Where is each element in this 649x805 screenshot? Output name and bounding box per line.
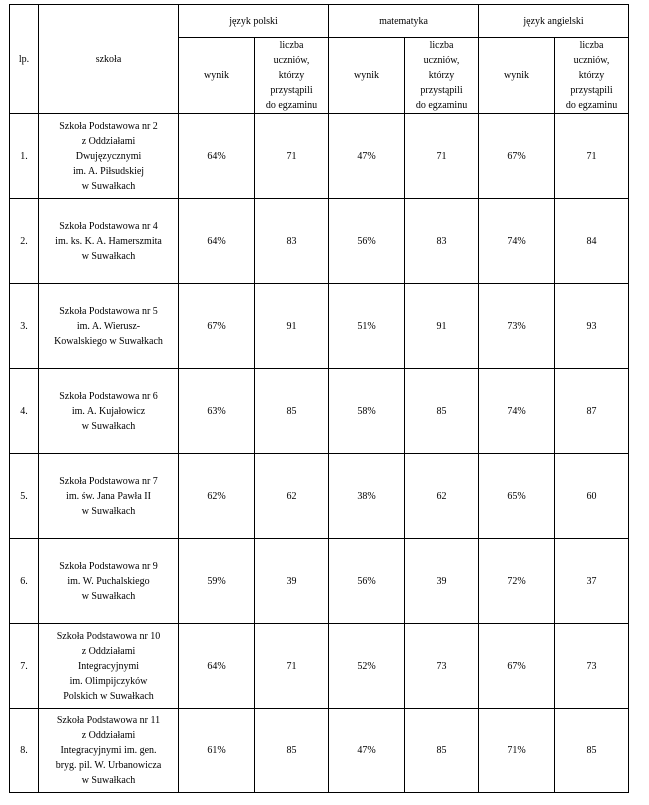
cell-lp: 7. [10,624,39,709]
header-polish: język polski [179,5,329,38]
cell-polish-count: 39 [255,539,329,624]
cell-english-count: 84 [555,199,629,284]
cell-school: Szkoła Podstawowa nr 6 im. A. Kujałowicz w Suwałkach [39,369,179,454]
cell-english-result: 73% [479,284,555,369]
cell-lp: 4. [10,369,39,454]
cell-english-result: 72% [479,539,555,624]
cell-english-result: 65% [479,454,555,539]
table-row [10,114,629,199]
cell-school: Szkoła Podstawowa nr 9 im. W. Puchalskiego w Suwałkach [39,539,179,624]
cell-polish-result: 59% [179,539,255,624]
cell-english-result: 74% [479,199,555,284]
table-row [10,624,629,709]
cell-english-count: 60 [555,454,629,539]
cell-math-result: 58% [329,369,405,454]
table-body [10,114,629,793]
cell-polish-count: 85 [255,369,329,454]
table-row [10,454,629,539]
header-english-result: wynik [479,38,555,114]
table-row [10,539,629,624]
cell-english-result: 71% [479,709,555,793]
cell-english-count: 93 [555,284,629,369]
cell-school: Szkoła Podstawowa nr 7 im. św. Jana Pawła II w Suwałkach [39,454,179,539]
cell-english-count: 71 [555,114,629,199]
cell-lp: 5. [10,454,39,539]
table-row [10,369,629,454]
cell-math-count: 91 [405,284,479,369]
cell-polish-count: 62 [255,454,329,539]
cell-polish-result: 64% [179,624,255,709]
table-header [10,5,629,114]
header-polish-count: liczba uczniów, którzy przystąpili do egzaminu [255,38,329,114]
header-english: język angielski [479,5,629,38]
cell-english-result: 67% [479,624,555,709]
cell-math-result: 56% [329,199,405,284]
header-math-count: liczba uczniów, którzy przystąpili do egzaminu [405,38,479,114]
cell-math-result: 38% [329,454,405,539]
cell-math-result: 47% [329,114,405,199]
cell-lp: 6. [10,539,39,624]
cell-polish-result: 62% [179,454,255,539]
cell-english-count: 85 [555,709,629,793]
cell-polish-result: 64% [179,114,255,199]
table-row [10,709,629,793]
cell-school: Szkoła Podstawowa nr 5 im. A. Wierusz- Kowalskiego w Suwałkach [39,284,179,369]
results-table [9,4,629,793]
cell-math-result: 47% [329,709,405,793]
header-math: matematyka [329,5,479,38]
cell-polish-count: 71 [255,624,329,709]
cell-math-count: 73 [405,624,479,709]
cell-math-count: 39 [405,539,479,624]
cell-math-count: 71 [405,114,479,199]
cell-lp: 2. [10,199,39,284]
cell-school: Szkoła Podstawowa nr 4 im. ks. K. A. Hamerszmita w Suwałkach [39,199,179,284]
cell-polish-result: 67% [179,284,255,369]
header-polish-result: wynik [179,38,255,114]
header-lp: lp. [10,5,39,114]
cell-school: Szkoła Podstawowa nr 2 z Oddziałami Dwujęzycznymi im. A. Piłsudskiej w Suwałkach [39,114,179,199]
cell-polish-count: 91 [255,284,329,369]
cell-school: Szkoła Podstawowa nr 11 z Oddziałami Integracyjnymi im. gen. bryg. pil. W. Urbanowicza w Suwałkach [39,709,179,793]
cell-math-result: 52% [329,624,405,709]
cell-math-count: 62 [405,454,479,539]
table-row [10,199,629,284]
cell-math-result: 56% [329,539,405,624]
cell-math-count: 85 [405,369,479,454]
cell-math-count: 83 [405,199,479,284]
cell-math-result: 51% [329,284,405,369]
cell-lp: 3. [10,284,39,369]
table-row [10,284,629,369]
cell-polish-result: 64% [179,199,255,284]
cell-english-count: 87 [555,369,629,454]
header-school: szkoła [39,5,179,114]
cell-lp: 8. [10,709,39,793]
cell-polish-count: 85 [255,709,329,793]
cell-lp: 1. [10,114,39,199]
cell-school: Szkoła Podstawowa nr 10 z Oddziałami Integracyjnymi im. Olimpijczyków Polskich w Suwałkach [39,624,179,709]
cell-polish-result: 61% [179,709,255,793]
cell-english-count: 37 [555,539,629,624]
cell-polish-count: 83 [255,199,329,284]
cell-polish-count: 71 [255,114,329,199]
cell-english-result: 74% [479,369,555,454]
cell-math-count: 85 [405,709,479,793]
cell-english-result: 67% [479,114,555,199]
header-english-count: liczba uczniów, którzy przystąpili do egzaminu [555,38,629,114]
cell-polish-result: 63% [179,369,255,454]
header-math-result: wynik [329,38,405,114]
cell-english-count: 73 [555,624,629,709]
